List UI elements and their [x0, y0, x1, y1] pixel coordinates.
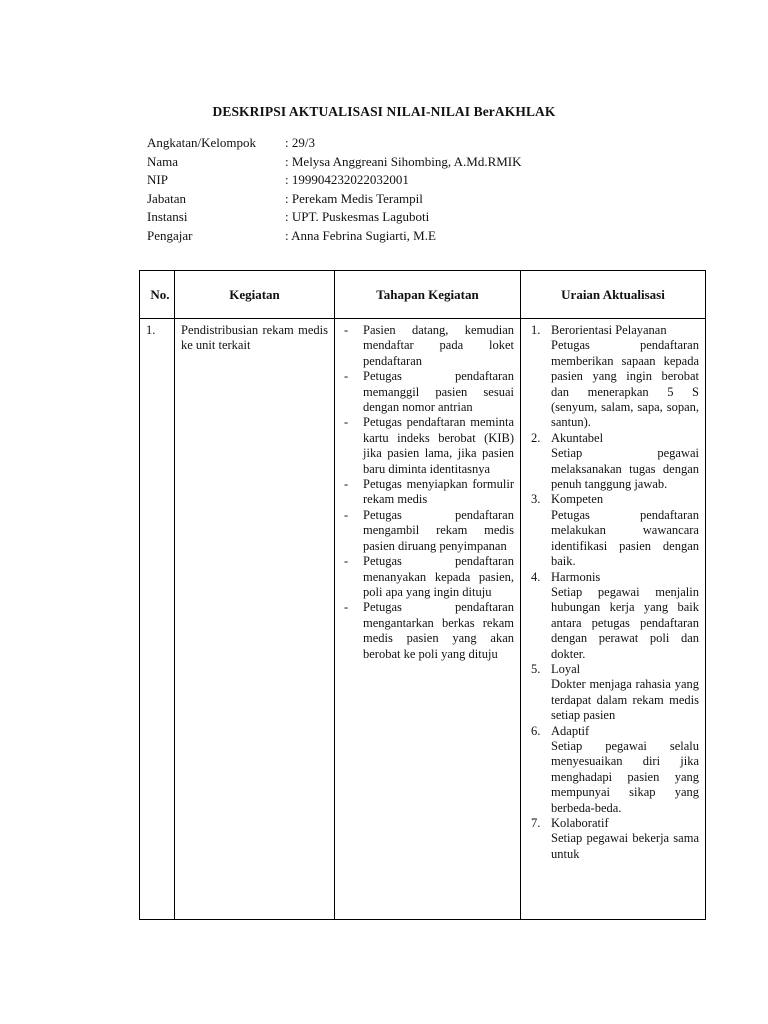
info-label: Pengajar	[147, 227, 193, 243]
info-row-pengajar	[147, 228, 522, 247]
info-value: : Anna Febrina Sugiarti, M.E	[285, 227, 436, 243]
tahapan-text: Petugas pendaftaran menanyakan kepada pasien, poli apa yang ingin dituju	[363, 554, 514, 599]
list-item	[527, 570, 699, 662]
dash-bullet: -	[344, 323, 349, 337]
table-header-row	[140, 271, 706, 319]
value-description: Petugas pendaftaran memberikan sapaan kepada pasien yang ingin berobat dan menerapkan 5 S (senyum, salam, sapa, sopan, santun).	[551, 338, 699, 430]
list-item	[527, 816, 699, 862]
header-tahapan: Tahapan Kegiatan	[335, 271, 521, 319]
item-number: 4.	[531, 569, 541, 584]
dash-bullet: -	[344, 369, 349, 384]
tahapan-text: Petugas pendaftaran meminta kartu indeks berobat (KIB) jika pasien lama, jika pasien baru diminta identitasnya	[363, 415, 514, 476]
item-number: 6.	[531, 723, 541, 738]
list-item	[341, 415, 514, 477]
list-item	[527, 431, 699, 493]
list-item	[527, 724, 699, 816]
info-value: : 199904232022032001	[285, 172, 409, 187]
value-description: Setiap pegawai melaksanakan tugas dengan penuh tanggung jawab.	[551, 446, 699, 492]
dash-bullet: -	[344, 600, 349, 615]
document-title: DESKRIPSI AKTUALISASI NILAI-NILAI BerAKHLAK	[212, 104, 556, 119]
list-item	[341, 477, 514, 508]
info-label: Angkatan/Kelompok	[147, 135, 257, 150]
info-label: NIP	[147, 172, 168, 187]
header-uraian: Uraian Aktualisasi	[521, 271, 706, 319]
tahapan-text: Petugas pendaftaran mengantarkan berkas rekam medis pasien yang akan berobat ke poli yang dituju	[363, 600, 514, 661]
list-item	[341, 508, 514, 554]
value-title: Loyal	[551, 661, 581, 676]
item-number: 2.	[531, 430, 541, 445]
info-row-angkatan	[147, 135, 522, 154]
cell-uraian	[521, 319, 706, 920]
tahapan-text: Petugas pendaftaran memanggil pasien sesuai dengan nomor antrian	[363, 369, 514, 415]
identity-block	[147, 135, 522, 246]
info-value: : Melysa Anggreani Sihombing, A.Md.RMIK	[285, 153, 522, 169]
dash-bullet: -	[344, 554, 349, 569]
aktualisasi-table	[139, 270, 706, 920]
uraian-list	[527, 323, 699, 862]
list-item	[341, 323, 514, 369]
value-description: Dokter menjaga rahasia yang terdapat dalam rekam medis setiap pasien	[551, 677, 699, 723]
cell-tahapan	[335, 319, 521, 920]
info-value: : Perekam Medis Terampil	[285, 190, 423, 206]
info-row-nip	[147, 172, 522, 191]
item-number: 5.	[531, 661, 541, 676]
value-title: Berorientasi Pelayanan	[551, 323, 667, 337]
dash-bullet: -	[344, 507, 349, 522]
cell-kegiatan: Pendistribusian rekam medis ke unit terkait	[175, 319, 335, 920]
dash-bullet: -	[344, 477, 349, 492]
info-row-nama	[147, 154, 522, 173]
list-item	[341, 369, 514, 415]
value-title: Kompeten	[551, 492, 604, 507]
info-value: : 29/3	[285, 135, 315, 150]
tahapan-text: Pasien datang, kemudian mendaftar pada loket pendaftaran	[363, 323, 514, 368]
list-item	[341, 600, 514, 662]
value-description: Petugas pendaftaran melakukan wawancara identifikasi pasien dengan baik.	[551, 507, 699, 569]
tahapan-text: Petugas pendaftaran mengambil rekam medis pasien diruang penyimpanan	[363, 507, 514, 553]
item-number: 1.	[531, 323, 541, 337]
info-row-jabatan	[147, 191, 522, 210]
list-item	[527, 323, 699, 431]
info-label: Jabatan	[147, 190, 186, 206]
cell-no: 1.	[140, 319, 175, 920]
item-number: 3.	[531, 492, 541, 507]
info-label: Instansi	[147, 209, 188, 224]
value-description: Setiap pegawai bekerja sama untuk	[551, 831, 699, 861]
table-row	[140, 319, 706, 920]
dash-bullet: -	[344, 415, 349, 430]
info-value: : UPT. Puskesmas Laguboti	[285, 209, 430, 224]
value-title: Kolaboratif	[551, 816, 609, 830]
tahapan-text: Petugas menyiapkan formulir rekam medis	[363, 477, 514, 507]
list-item	[341, 554, 514, 600]
header-no: No.	[140, 271, 175, 319]
value-title: Akuntabel	[551, 430, 604, 445]
item-number: 7.	[531, 816, 541, 830]
info-row-instansi	[147, 209, 522, 228]
header-kegiatan: Kegiatan	[175, 271, 335, 319]
value-description: Setiap pegawai menjalin hubungan kerja yang baik antara petugas pendaftaran dengan perawat poli dan dokter.	[551, 584, 699, 661]
list-item	[527, 492, 699, 569]
info-label: Nama	[147, 153, 179, 169]
value-title: Harmonis	[551, 569, 601, 584]
value-description: Setiap pegawai selalu menyesuaikan diri jika menghadapi pasien yang mempunyai sikap yang berbeda-beda.	[551, 738, 699, 815]
tahapan-list	[341, 323, 514, 662]
list-item	[527, 662, 699, 724]
value-title: Adaptif	[551, 723, 590, 738]
